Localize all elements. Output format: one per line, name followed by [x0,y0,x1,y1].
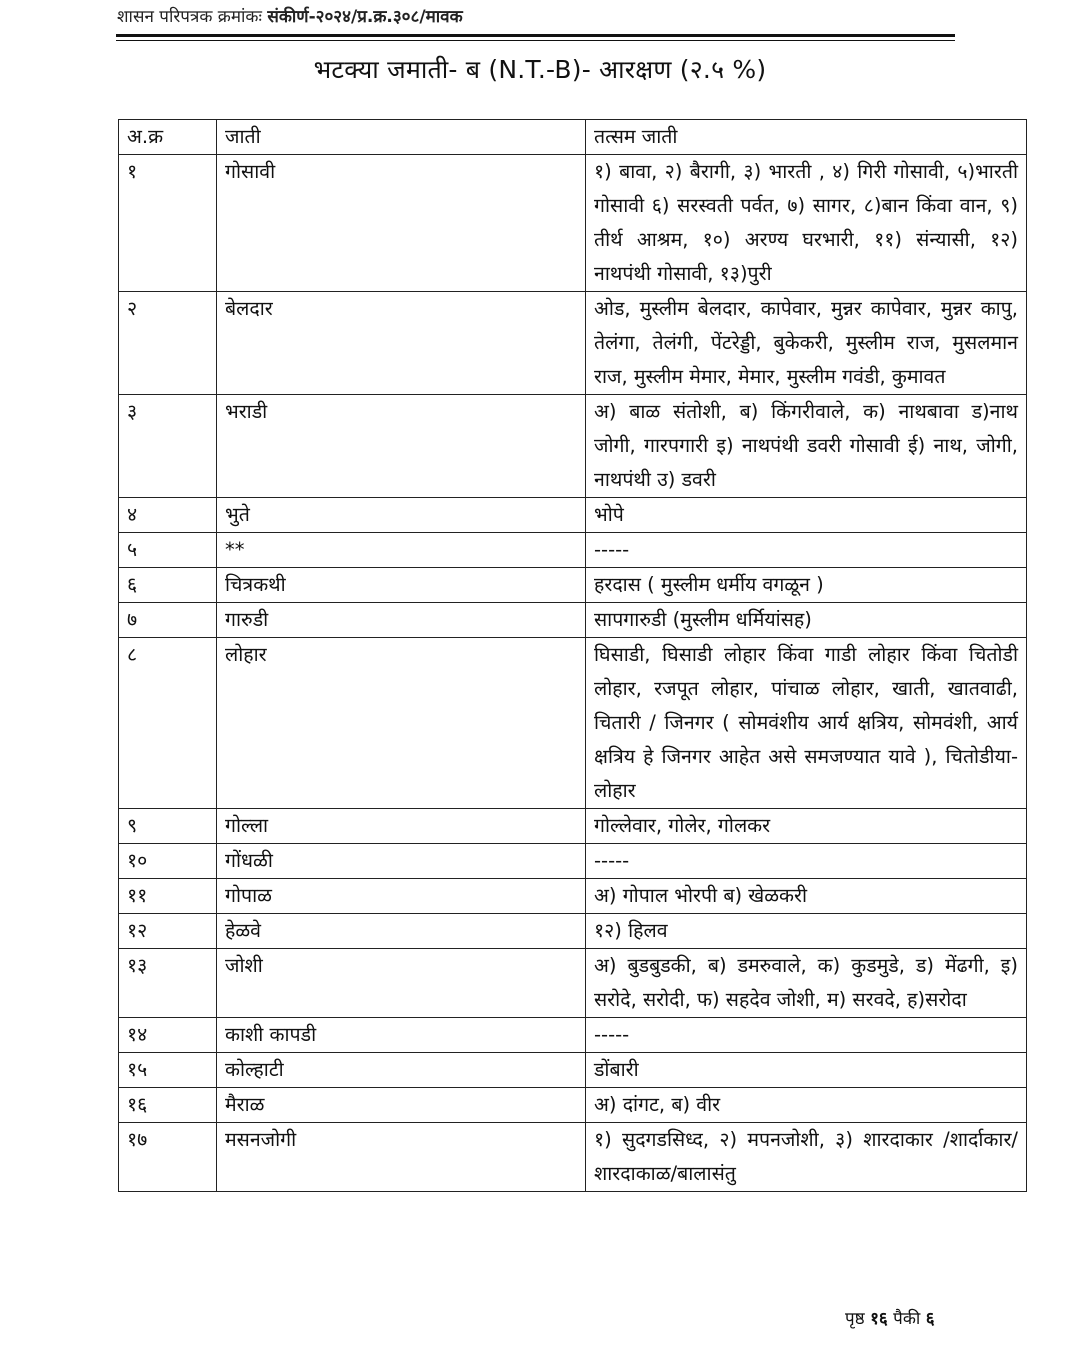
caste-name: हेळवे [217,914,586,949]
serial-number: ३ [119,395,217,498]
serial-number: १ [119,155,217,292]
serial-number: १२ [119,914,217,949]
caste-name: गोसावी [217,155,586,292]
similar-castes: अ) गोपाल भोरपी ब) खेळकरी [586,879,1027,914]
circular-reference [117,4,463,27]
caste-name: ** [217,533,586,568]
header-rule-thin [116,40,955,41]
column-header-similar-castes: तत्सम जाती [586,120,1027,155]
caste-name: भराडी [217,395,586,498]
table-row [119,395,1027,498]
serial-number: ७ [119,603,217,638]
serial-number: २ [119,292,217,395]
table-header-row [119,120,1027,155]
similar-castes: अ) बुडबुडकी, ब) डमरुवाले, क) कुडमुडे, ड) मेंढगी, इ) सरोदे, सरोदी, फ) सहदेव जोशी, म) सरवदे, ह)सरोदा [586,949,1027,1018]
serial-number: ५ [119,533,217,568]
table-row [119,292,1027,395]
similar-castes: अ) दांगट, ब) वीर [586,1088,1027,1123]
serial-number: १४ [119,1018,217,1053]
page-middle: पैकी [893,1309,921,1329]
similar-castes: ----- [586,1018,1027,1053]
table-row [119,1088,1027,1123]
similar-castes: डोंबारी [586,1053,1027,1088]
serial-number: ४ [119,498,217,533]
serial-number: ८ [119,638,217,809]
caste-table [118,119,1027,1192]
serial-number: १७ [119,1123,217,1192]
similar-castes: ----- [586,844,1027,879]
serial-number: १० [119,844,217,879]
similar-castes: ----- [586,533,1027,568]
table-row [119,844,1027,879]
column-header-caste: जाती [217,120,586,155]
similar-castes: १) सुदगडसिध्द, २) मपनजोशी, ३) शारदाकार /शार्दाकार/शारदाकाळ/बालासंतु [586,1123,1027,1192]
table-row [119,879,1027,914]
similar-castes: १२) हिलव [586,914,1027,949]
column-header-serial: अ.क्र [119,120,217,155]
caste-name: गारुडी [217,603,586,638]
circular-reference-label: शासन परिपत्रक क्रमांकः [117,7,262,27]
table-row [119,533,1027,568]
caste-name: भुते [217,498,586,533]
similar-castes: घिसाडी, घिसाडी लोहार किंवा गाडी लोहार किंवा चितोडी लोहार, रजपूत लोहार, पांचाळ लोहार, खाती, खातवाढी, चितारी / जिनगर ( सोमवंशीय आर्य क्षत्रिय, सोमवंशी, आर्य क्षत्रिय हे जिनगर आहेत असे समजण्यात यावे ), चितोडीया-लोहार [586,638,1027,809]
table-row [119,1018,1027,1053]
page-number [845,1306,935,1329]
page-current: १६ [870,1309,888,1329]
serial-number: १५ [119,1053,217,1088]
circular-reference-number: संकीर्ण-२०२४/प्र.क्र.३०८/मावक [267,7,463,27]
page-total: ६ [925,1309,935,1329]
caste-name: लोहार [217,638,586,809]
caste-name: काशी कापडी [217,1018,586,1053]
similar-castes: ओड, मुस्लीम बेलदार, कापेवार, मुन्नर कापेवार, मुन्नर कापु, तेलंगा, तेलंगी, पेंटरेड्डी, बुकेकरी, मुस्लीम राज, मुसलमान राज, मुस्लीम मेमार, मेमार, मुस्लीम गवंडी, कुमावत [586,292,1027,395]
serial-number: १३ [119,949,217,1018]
table-row [119,603,1027,638]
table-row [119,1123,1027,1192]
page-prefix: पृष्ठ [845,1309,865,1329]
caste-name: मैराळ [217,1088,586,1123]
table-row [119,638,1027,809]
caste-name: चित्रकथी [217,568,586,603]
table-row [119,498,1027,533]
table-row [119,155,1027,292]
caste-name: बेलदार [217,292,586,395]
caste-name: गोल्ला [217,809,586,844]
similar-castes: सापगारुडी (मुस्लीम धर्मियांसह) [586,603,1027,638]
serial-number: ११ [119,879,217,914]
caste-name: गोंधळी [217,844,586,879]
caste-name: मसनजोगी [217,1123,586,1192]
caste-name: जोशी [217,949,586,1018]
similar-castes: हरदास ( मुस्लीम धर्मीय वगळून ) [586,568,1027,603]
table-row [119,914,1027,949]
serial-number: ६ [119,568,217,603]
header-rule-thick [116,34,955,37]
similar-castes: भोपे [586,498,1027,533]
caste-name: कोल्हाटी [217,1053,586,1088]
serial-number: ९ [119,809,217,844]
caste-name: गोपाळ [217,879,586,914]
table-row [119,1053,1027,1088]
similar-castes: गोल्लेवार, गोलेर, गोलकर [586,809,1027,844]
similar-castes: १) बावा, २) बैरागी, ३) भारती , ४) गिरी गोसावी, ५)भारती गोसावी ६) सरस्वती पर्वत, ७) सागर, ८)बान किंवा वान, ९) तीर्थ आश्रम, १०) अरण्य घरभारी, ११) संन्यासी, १२) नाथपंथी गोसावी, १३)पुरी [586,155,1027,292]
serial-number: १६ [119,1088,217,1123]
table-row [119,809,1027,844]
table-row [119,949,1027,1018]
document-title: भटक्या जमाती- ब (N.T.-B)- आरक्षण (२.५ %) [313,55,767,84]
table-row [119,568,1027,603]
similar-castes: अ) बाळ संतोशी, ब) किंगरीवाले, क) नाथबावा ड)नाथ जोगी, गारपगारी इ) नाथपंथी डवरी गोसावी ई) नाथ, जोगी, नाथपंथी उ) डवरी [586,395,1027,498]
